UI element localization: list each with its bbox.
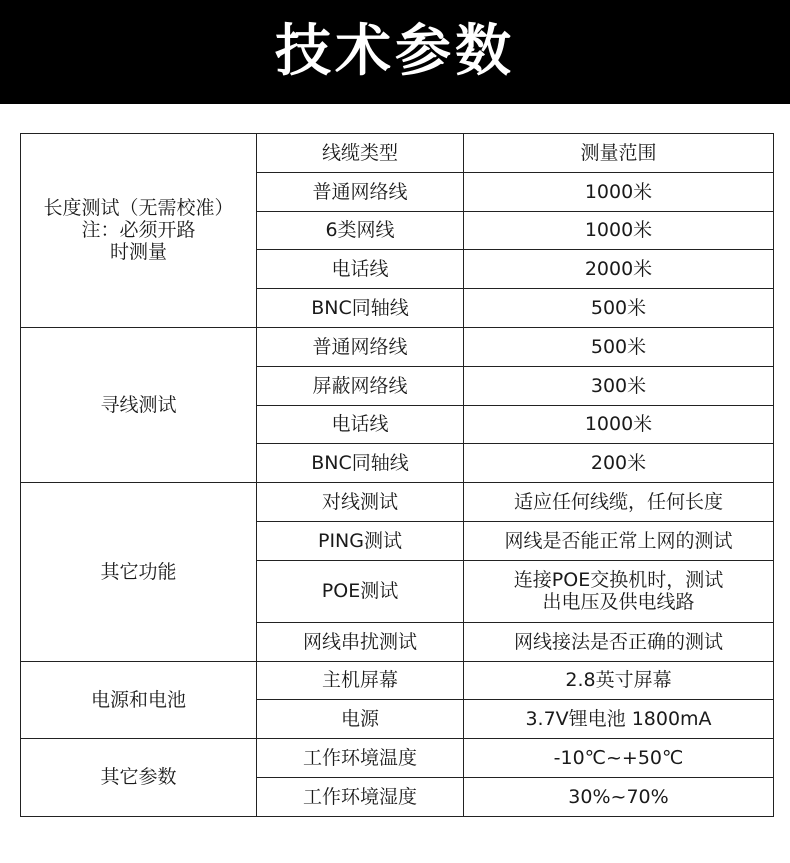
item-value: 网线接法是否正确的测试 bbox=[464, 622, 774, 661]
page-title: 技术参数 bbox=[275, 19, 515, 84]
group-label-tracing: 寻线测试 bbox=[21, 327, 257, 482]
item-value: 1000米 bbox=[464, 211, 774, 250]
item-value: 30%~70% bbox=[464, 777, 774, 816]
table-row bbox=[21, 739, 774, 778]
item-name: 屏蔽网络线 bbox=[257, 366, 464, 405]
item-value: 200米 bbox=[464, 444, 774, 483]
item-value: 2000米 bbox=[464, 250, 774, 289]
item-value-line: 连接POE交换机时，测试 bbox=[513, 569, 724, 592]
item-value: 500米 bbox=[464, 327, 774, 366]
group-label-other-params: 其它参数 bbox=[21, 739, 257, 817]
item-name: 电话线 bbox=[257, 405, 464, 444]
item-value: 适应任何线缆，任何长度 bbox=[464, 483, 774, 522]
item-value: 2.8英寸屏幕 bbox=[464, 661, 774, 700]
table-row bbox=[21, 134, 774, 173]
item-value-line: 出电压及供电线路 bbox=[542, 591, 695, 614]
item-name: BNC同轴线 bbox=[257, 289, 464, 328]
item-name: 普通网络线 bbox=[257, 327, 464, 366]
item-value: 500米 bbox=[464, 289, 774, 328]
item-value: 300米 bbox=[464, 366, 774, 405]
item-name: 工作环境温度 bbox=[257, 739, 464, 778]
header-range: 测量范围 bbox=[464, 134, 774, 173]
title-banner bbox=[0, 0, 790, 104]
item-value: 1000米 bbox=[464, 405, 774, 444]
item-name: 普通网络线 bbox=[257, 172, 464, 211]
item-name: PING测试 bbox=[257, 521, 464, 560]
group-label-other-functions: 其它功能 bbox=[21, 483, 257, 661]
item-value: -10℃~+50℃ bbox=[464, 739, 774, 778]
item-name: 电源 bbox=[257, 700, 464, 739]
header-cable-type: 线缆类型 bbox=[257, 134, 464, 173]
item-name: 主机屏幕 bbox=[257, 661, 464, 700]
group-label-line: 长度测试（无需校准） bbox=[43, 197, 234, 220]
group-label-length bbox=[21, 134, 257, 328]
group-label-power: 电源和电池 bbox=[21, 661, 257, 739]
spec-table bbox=[20, 133, 774, 817]
group-label-line: 时测量 bbox=[109, 241, 167, 264]
item-name: BNC同轴线 bbox=[257, 444, 464, 483]
item-value: 1000米 bbox=[464, 172, 774, 211]
item-value bbox=[464, 560, 774, 622]
item-name: 电话线 bbox=[257, 250, 464, 289]
table-row bbox=[21, 327, 774, 366]
item-value: 网线是否能正常上网的测试 bbox=[464, 521, 774, 560]
item-name: POE测试 bbox=[257, 560, 464, 622]
item-name: 6类网线 bbox=[257, 211, 464, 250]
table-row bbox=[21, 483, 774, 522]
group-label-line: 注：必须开路 bbox=[81, 219, 196, 242]
item-name: 工作环境湿度 bbox=[257, 777, 464, 816]
item-name: 对线测试 bbox=[257, 483, 464, 522]
item-value: 3.7V锂电池 1800mA bbox=[464, 700, 774, 739]
item-name: 网线串扰测试 bbox=[257, 622, 464, 661]
table-row bbox=[21, 661, 774, 700]
